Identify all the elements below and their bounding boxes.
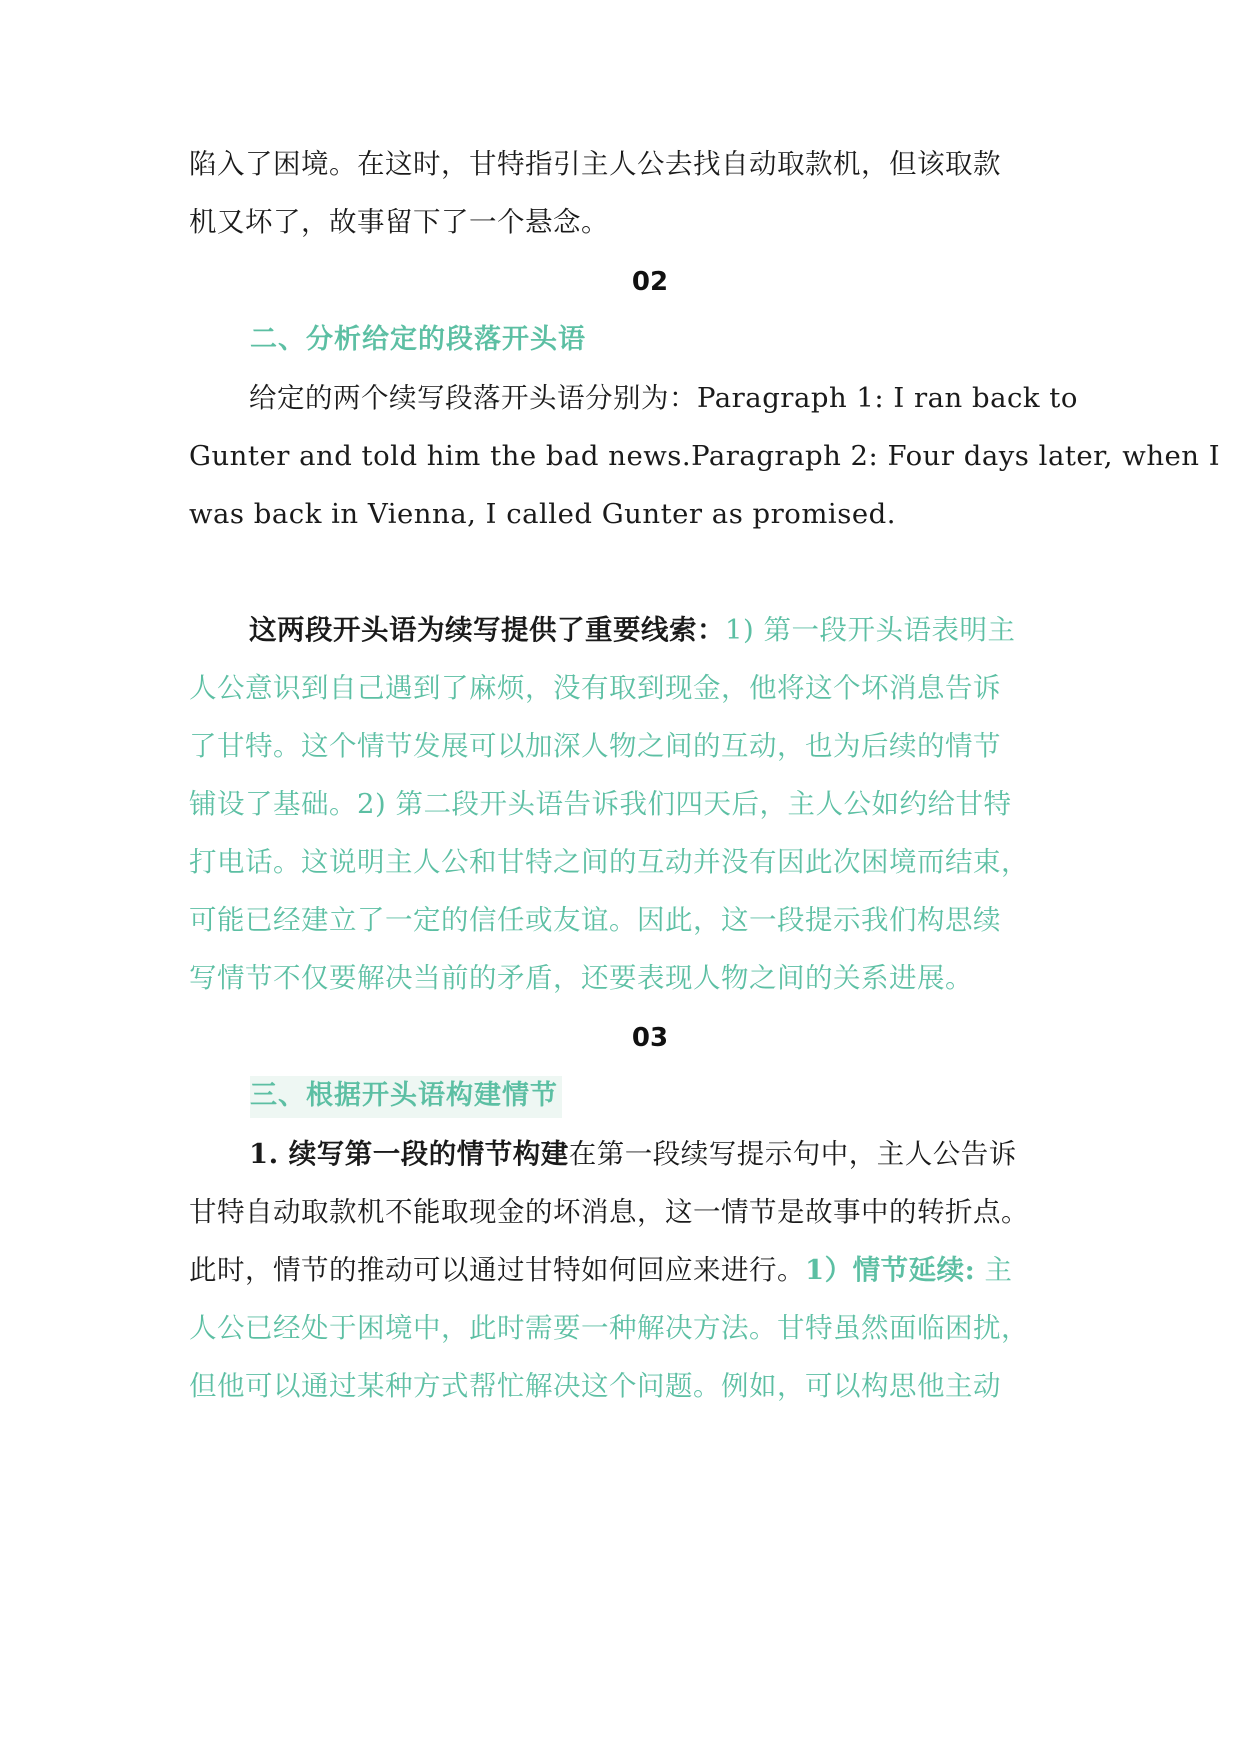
plot-subheading: 1. 续写第一段的情节构建 xyxy=(249,1138,569,1170)
plot-line3-teal: 主 xyxy=(975,1254,1013,1286)
clue-line-3: 了甘特。这个情节发展可以加深人物之间的互动，也为后续的情节 xyxy=(189,730,1001,762)
section-number-02: 02 xyxy=(631,267,669,297)
plot-line-3 xyxy=(189,1252,1013,1288)
clue-line-5: 打电话。这说明主人公和甘特之间的互动并没有因此次困境而结束， xyxy=(189,846,1029,878)
para-line-1: 给定的两个续写段落开头语分别为：Paragraph 1: I ran back to xyxy=(249,382,1078,414)
clue-line-1 xyxy=(249,612,1015,648)
clue-first-teal: 1) 第一段开头语表明主 xyxy=(725,614,1016,646)
plot-line-4: 人公已经处于困境中，此时需要一种解决方法。甘特虽然面临困扰， xyxy=(189,1312,1029,1344)
clue-line-7: 写情节不仅要解决当前的矛盾，还要表现人物之间的关系进展。 xyxy=(189,962,973,994)
section-heading-analyze: 二、分析给定的段落开头语 xyxy=(250,324,586,355)
clue-line-6: 可能已经建立了一定的信任或友谊。因此，这一段提示我们构思续 xyxy=(189,904,1001,936)
para-line-2: Gunter and told him the bad news.Paragraph 2: Four days later, when I xyxy=(189,440,1221,472)
clue-line-2: 人公意识到自己遇到了麻烦，没有取到现金，他将这个坏消息告诉 xyxy=(189,672,1001,704)
intro-line-1: 陷入了困境。在这时，甘特指引主人公去找自动取款机，但该取款 xyxy=(189,148,1001,180)
plot-first-text: 在第一段续写提示句中，主人公告诉 xyxy=(568,1138,1017,1170)
plot-line-5: 但他可以通过某种方式帮忙解决这个问题。例如，可以构思他主动 xyxy=(189,1370,1001,1402)
clue-bold-lead: 这两段开头语为续写提供了重要线索： xyxy=(249,614,725,646)
plot-line-2: 甘特自动取款机不能取现金的坏消息，这一情节是故事中的转折点。 xyxy=(189,1196,1029,1228)
section-number-03: 03 xyxy=(631,1023,669,1053)
clue-line-4: 铺设了基础。2) 第二段开头语告诉我们四天后，主人公如约给甘特 xyxy=(189,788,1012,820)
intro-line-2: 机又坏了，故事留下了一个悬念。 xyxy=(189,206,609,238)
para-line-3: was back in Vienna, I called Gunter as promised. xyxy=(189,498,896,530)
plot-continuation-label: 1）情节延续: xyxy=(805,1254,976,1286)
plot-line-1 xyxy=(249,1136,1017,1172)
plot-line3-black: 此时，情节的推动可以通过甘特如何回应来进行。 xyxy=(189,1254,805,1286)
section-heading-build-plot: 三、根据开头语构建情节 xyxy=(250,1076,562,1118)
